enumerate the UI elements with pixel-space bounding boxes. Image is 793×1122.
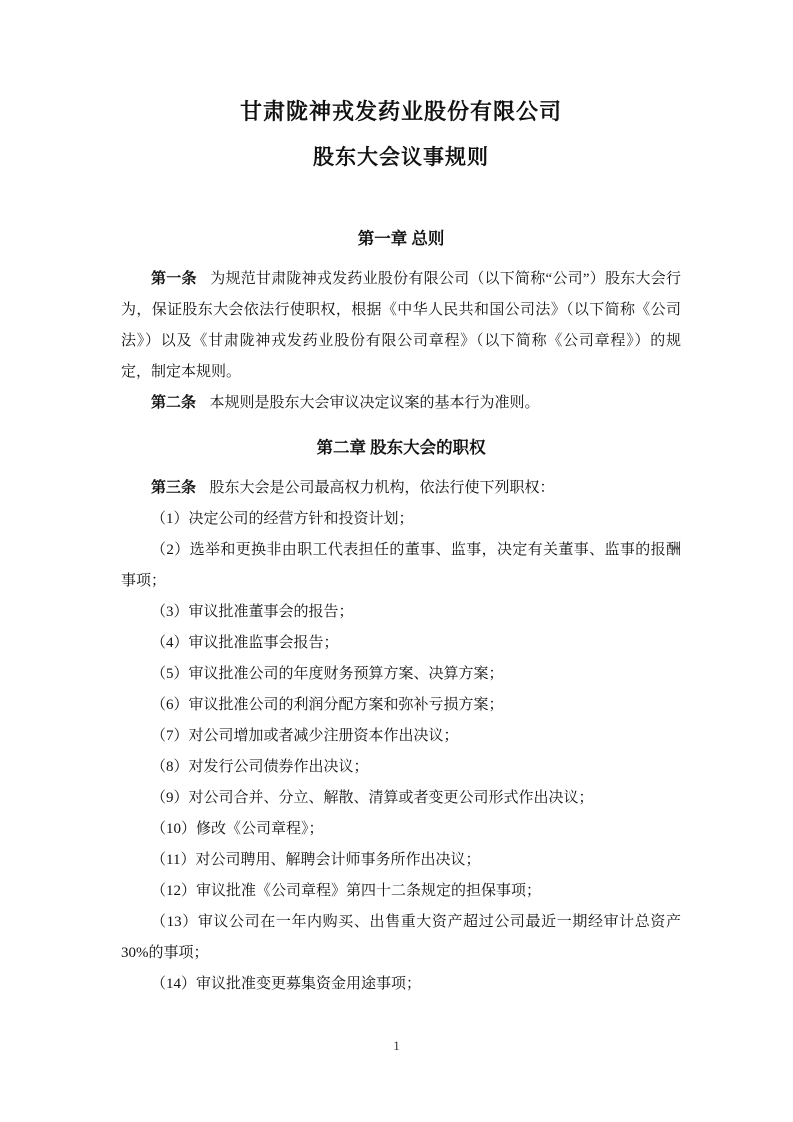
document-subtitle: 股东大会议事规则 <box>313 145 489 169</box>
article-3-label: 第三条 <box>151 480 197 496</box>
list-item-3: （3）审议批准董事会的报告； <box>151 604 354 620</box>
list-item-14: （14）审议批准变更募集资金用途事项； <box>151 976 422 992</box>
article-2-text: 本规则是股东大会审议决定议案的基本行为准则。 <box>209 395 540 411</box>
list-item-4: （4）审议批准监事会报告； <box>151 635 339 651</box>
article-1 <box>121 264 681 388</box>
list-item-6: （6）审议批准公司的利润分配方案和弥补亏损方案； <box>151 697 504 713</box>
document-title: 甘肃陇神戎发药业股份有限公司 <box>239 99 562 124</box>
article-2 <box>121 388 681 419</box>
list-item-13: （13）审议公司在一年内购买、出售重大资产超过公司最近一期经审计总资产 30%的事项； <box>121 914 681 961</box>
chapter-2-heading: 第二章 股东大会的职权 <box>316 438 486 457</box>
list-item-5: （5）审议批准公司的年度财务预算方案、决算方案； <box>151 666 504 682</box>
list-item-10: （10）修改《公司章程》； <box>151 821 324 837</box>
list-item-7: （7）对公司增加或者减少注册资本作出决议； <box>151 728 459 744</box>
list-item-1: （1）决定公司的经营方针和投资计划； <box>151 511 414 527</box>
list-item-2: （2）选举和更换非由职工代表担任的董事、监事，决定有关董事、监事的报酬事项； <box>121 542 681 589</box>
article-1-label: 第一条 <box>151 271 197 287</box>
article-2-label: 第二条 <box>151 395 197 411</box>
list-item-8: （8）对发行公司债券作出决议； <box>151 759 369 775</box>
article-3 <box>121 473 681 504</box>
chapter-1-heading: 第一章 总则 <box>357 229 445 248</box>
page-number: 1 <box>393 1038 400 1053</box>
article-1-text: 为规范甘肃陇神戎发药业股份有限公司（以下简称“公司”）股东大会行为，保证股东大会依法行使职权，根据《中华人民共和国公司法》（以下简称《公司法》）以及《甘肃陇神戎发药业股份有限公司章程》（以下简称《公司章程》）的规定，制定本规则。 <box>121 271 681 380</box>
list-item-9: （9）对公司合并、分立、解散、清算或者变更公司形式作出决议； <box>151 790 594 806</box>
article-3-text: 股东大会是公司最高权力机构，依法行使下列职权： <box>209 480 555 496</box>
chapter-1-body <box>121 264 681 419</box>
list-item-12: （12）审议批准《公司章程》第四十二条规定的担保事项； <box>151 883 542 899</box>
chapter-2-body <box>121 473 681 1000</box>
list-item-11: （11）对公司聘用、解聘会计师事务所作出决议； <box>151 852 481 868</box>
